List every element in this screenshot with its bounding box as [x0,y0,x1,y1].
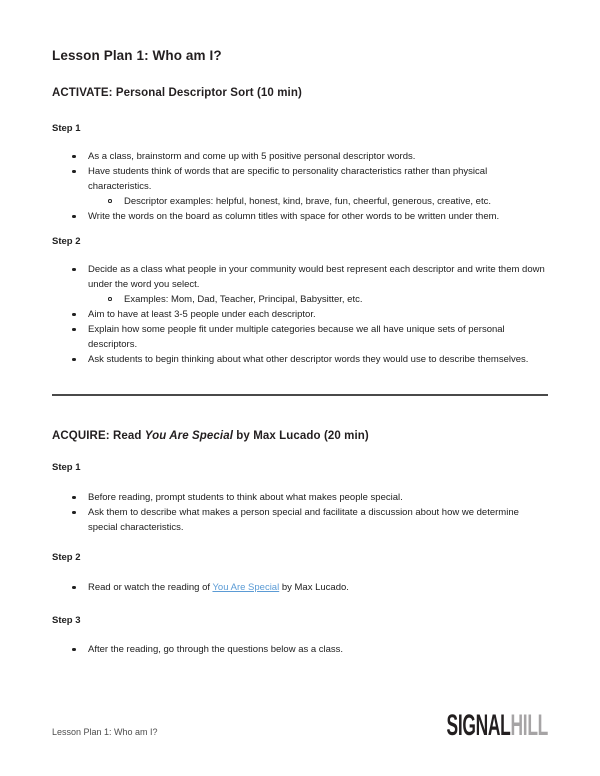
bullet-text: Have students think of words that are specific to personality characteristics rather than physical characteristics. [88,166,488,192]
bullet-icon [72,268,76,272]
heading-text: ACQUIRE: Read [52,430,145,442]
activate-step2-list [52,262,548,367]
you-are-special-link[interactable]: You Are Special [212,582,280,593]
bullet-text: Descriptor examples: helpful, honest, kind, brave, fun, cheerful, generous, creative, etc. [124,196,491,207]
bullet-text: Write the words on the board as column titles with space for other words to be written under them. [88,211,500,222]
bullet-icon [72,313,76,317]
section-activate-heading: ACTIVATE: Personal Descriptor Sort (10 min) [52,87,302,99]
bullet-icon [72,170,76,174]
bullet-icon [72,328,76,332]
list-item [52,262,548,292]
section-acquire-heading [52,430,548,443]
bullet-icon [72,586,76,590]
circle-bullet-icon [108,297,112,301]
activate-step2-label: Step 2 [52,236,81,247]
heading-italic-title: You Are Special [144,430,233,442]
logo-text-primary: SIGNAL [446,709,511,742]
bullet-text: Examples: Mom, Dad, Teacher, Principal, Babysitter, etc. [124,294,363,305]
list-item [52,580,548,595]
acquire-step1-list [52,490,548,535]
bullet-text: As a class, brainstorm and come up with 5 positive personal descriptor words. [88,151,416,162]
bullet-text: Read or watch the reading of [88,582,213,593]
logo-text-secondary: HILL [510,709,548,742]
bullet-text: Aim to have at least 3-5 people under each descriptor. [88,309,316,320]
bullet-icon [72,215,76,219]
circle-bullet-icon [108,199,112,203]
list-item [52,307,548,322]
heading-text: by Max Lucado (20 min) [233,430,369,442]
bullet-text: Before reading, prompt students to think about what makes people special. [88,492,403,503]
bullet-text: by Max Lucado. [279,582,349,593]
bullet-text: After the reading, go through the questions below as a class. [88,644,344,655]
acquire-step2-list [52,580,548,595]
bullet-icon [72,648,76,652]
list-item [52,209,548,224]
bullet-text: Ask students to begin thinking about what other descriptor words they would use to describe themselves. [88,354,529,365]
bullet-text: Explain how some people fit under multiple categories because we all have unique sets of personal descriptors. [88,324,505,350]
list-item [52,490,548,505]
signalhill-logo [447,711,549,741]
bullet-icon [72,511,76,515]
list-item [52,164,548,194]
list-item [52,642,548,657]
bullet-text: Ask them to describe what makes a person special and facilitate a discussion about how we determine special characteristics. [88,507,519,533]
acquire-step2-label: Step 2 [52,552,81,563]
bullet-text: Decide as a class what people in your community would best represent each descriptor and write them down under the word you select. [88,264,545,290]
list-item [52,352,548,367]
list-item [52,505,548,535]
activate-step1-list [52,149,548,224]
bullet-icon [72,496,76,500]
page-title: Lesson Plan 1: Who am I? [52,48,222,63]
list-item [52,149,548,164]
acquire-step3-label: Step 3 [52,615,81,626]
section-divider [52,394,548,396]
activate-step1-label: Step 1 [52,123,81,134]
bullet-icon [72,358,76,362]
list-item [52,322,548,352]
footer-page-label: Lesson Plan 1: Who am I? [52,727,158,737]
acquire-step3-list [52,642,548,657]
acquire-step1-label: Step 1 [52,462,81,473]
sub-list-item [52,292,548,307]
bullet-icon [72,155,76,159]
sub-list-item [52,194,548,209]
